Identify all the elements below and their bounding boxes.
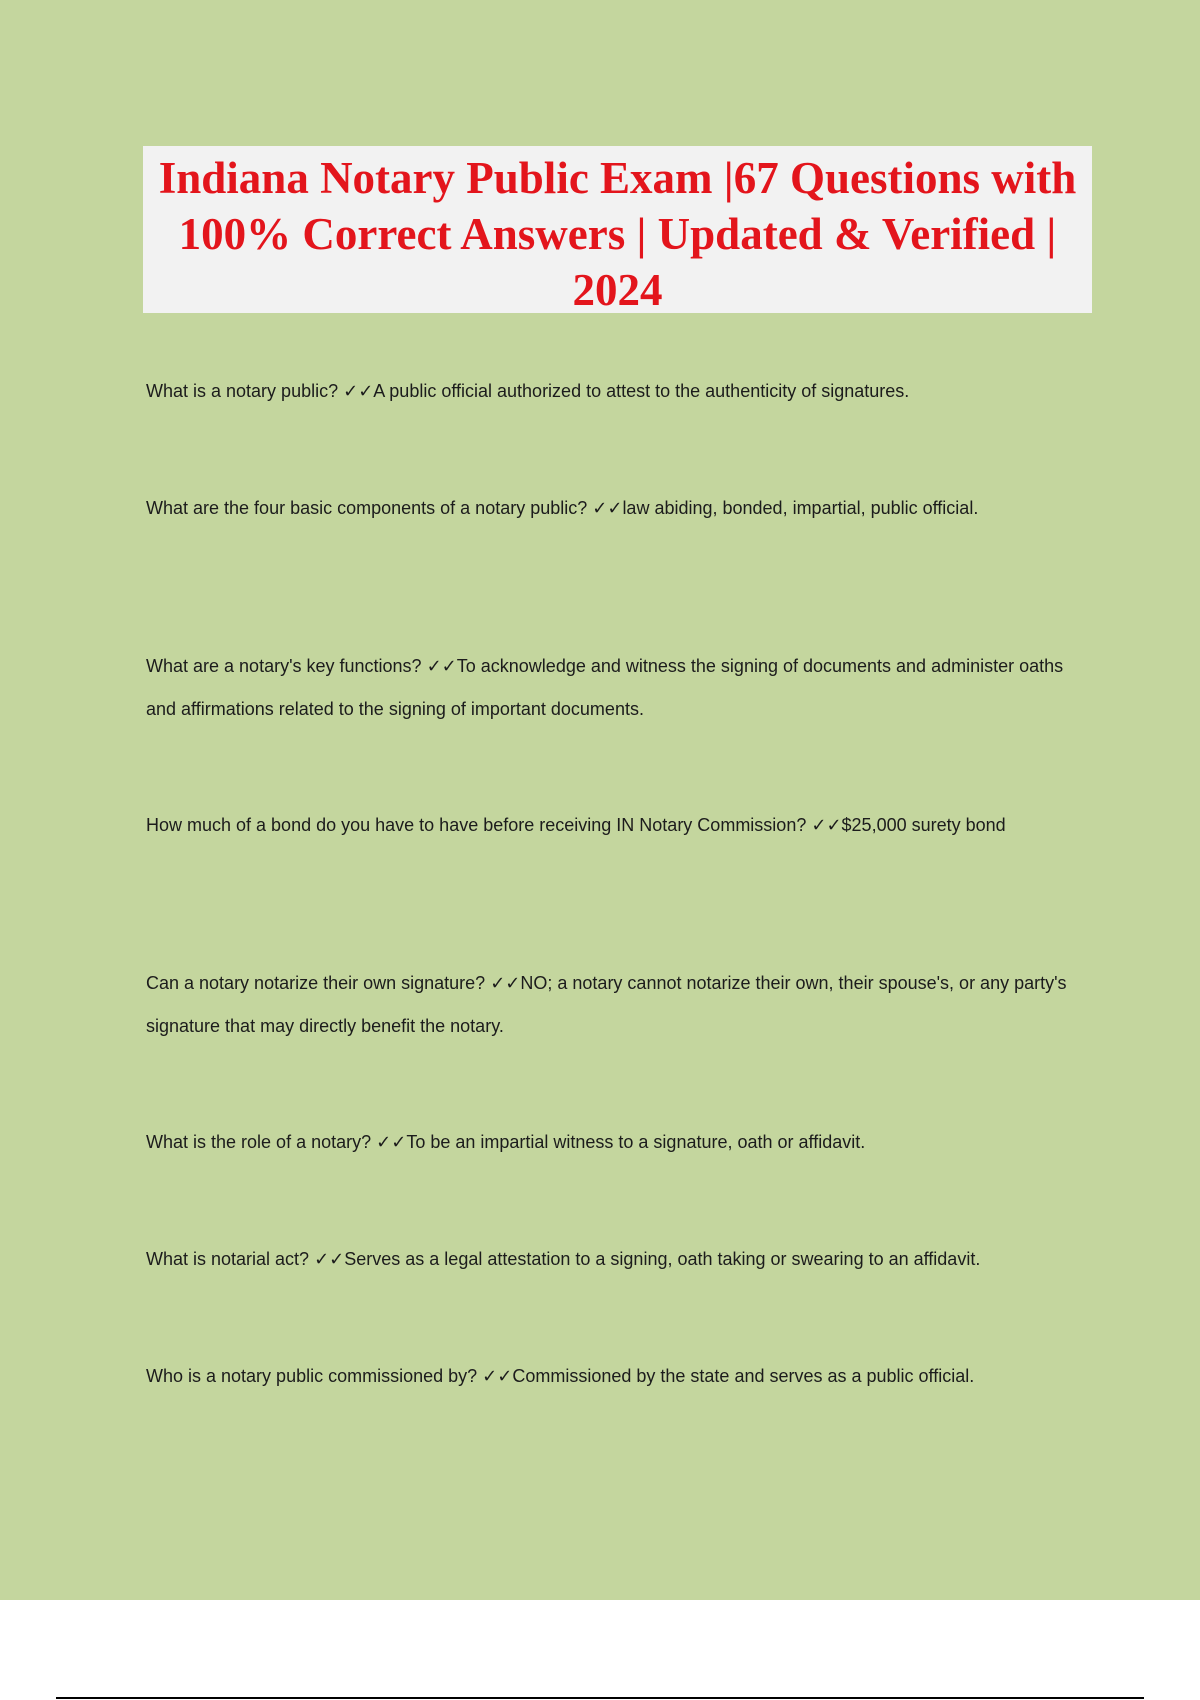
check-mark-icon: ✓✓ [343, 381, 374, 402]
qa-item-8 [146, 1355, 1096, 1398]
question-text: What is a notary public? [146, 381, 339, 401]
check-mark-icon: ✓✓ [376, 1132, 407, 1153]
answer-text: $25,000 surety bond [841, 815, 1006, 835]
check-mark-icon: ✓✓ [482, 1366, 513, 1387]
check-mark-icon: ✓✓ [592, 498, 623, 519]
answer-text: To acknowledge and witness the signing of documents and administer oaths and affirmations related to the signing of important documents. [146, 656, 1064, 719]
title-box [143, 146, 1092, 313]
qa-item-7 [146, 1238, 1096, 1281]
check-mark-icon: ✓✓ [314, 1249, 345, 1270]
answer-text: To be an impartial witness to a signature, oath or affidavit. [406, 1132, 866, 1152]
question-text: What are the four basic components of a notary public? [146, 498, 588, 518]
check-mark-icon: ✓✓ [426, 656, 457, 677]
page-title: Indiana Notary Public Exam |67 Questions with 100% Correct Answers | Updated & Verified | 2024 [158, 153, 1077, 315]
answer-text: Commissioned by the state and serves as a public official. [512, 1366, 975, 1386]
qa-item-3 [146, 645, 1096, 730]
question-text: What is notarial act? [146, 1249, 310, 1269]
qa-item-2 [146, 487, 1096, 530]
check-mark-icon: ✓✓ [490, 973, 521, 994]
answer-text: NO; a notary cannot notarize their own, their spouse's, or any party's signature that may directly benefit the notary. [146, 973, 1067, 1036]
answer-text: A public official authorized to attest to the authenticity of signatures. [373, 381, 910, 401]
qa-item-5 [146, 962, 1096, 1047]
footer-divider [56, 1697, 1144, 1699]
qa-item-4 [146, 804, 1096, 847]
question-text: How much of a bond do you have to have before receiving IN Notary Commission? [146, 815, 807, 835]
answer-text: law abiding, bonded, impartial, public official. [622, 498, 979, 518]
question-text: What is the role of a notary? [146, 1132, 372, 1152]
check-mark-icon: ✓✓ [811, 815, 842, 836]
qa-item-1 [146, 370, 1096, 413]
question-text: Can a notary notarize their own signature? [146, 973, 486, 993]
question-text: Who is a notary public commissioned by? [146, 1366, 478, 1386]
answer-text: Serves as a legal attestation to a signing, oath taking or swearing to an affidavit. [344, 1249, 981, 1269]
qa-item-6 [146, 1121, 1096, 1164]
question-text: What are a notary's key functions? [146, 656, 422, 676]
